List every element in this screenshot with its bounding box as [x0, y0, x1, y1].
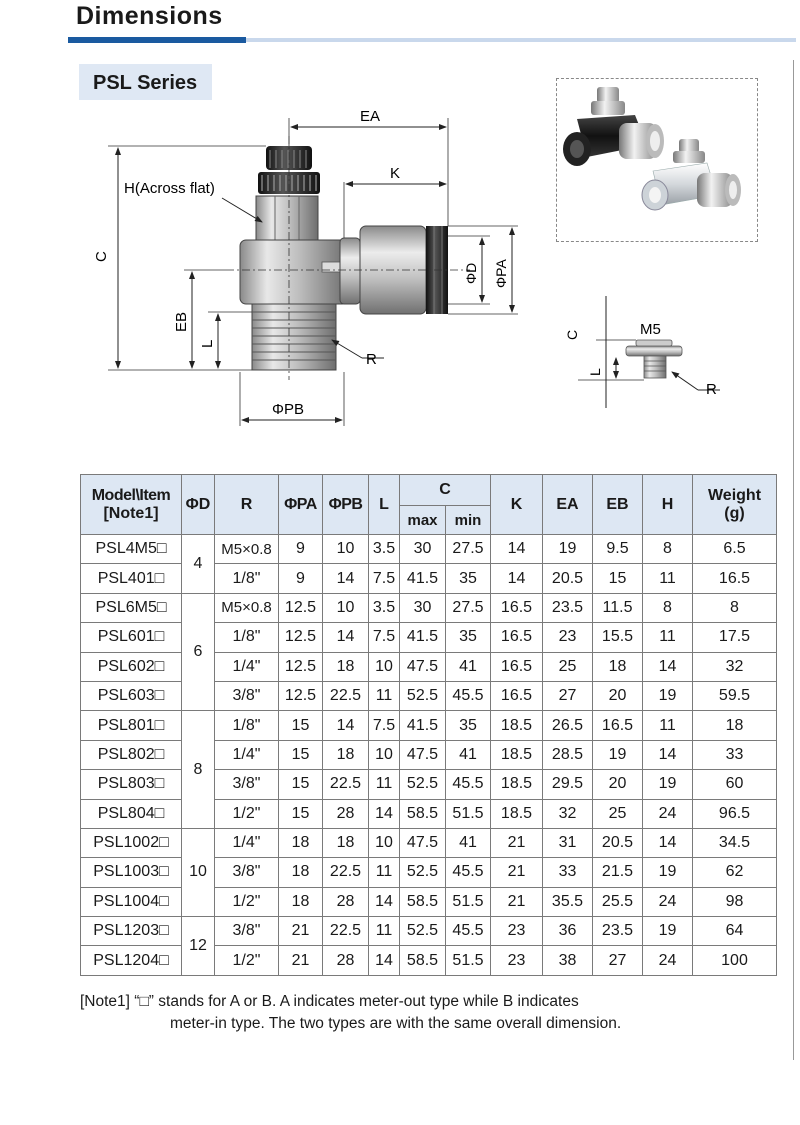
cell-k: 14 — [491, 564, 543, 593]
table-row — [81, 917, 777, 946]
cell-ea: 36 — [543, 917, 593, 946]
cell-phi-pa: 18 — [279, 858, 323, 887]
cell-phi-d: 10 — [182, 828, 215, 916]
cell-h: 14 — [643, 828, 693, 857]
cell-c-min: 45.5 — [446, 858, 491, 887]
cell-eb: 25 — [593, 799, 643, 828]
header-model-note: [Note1] — [103, 504, 159, 522]
cell-c-max: 47.5 — [400, 740, 446, 769]
cell-eb: 15.5 — [593, 623, 643, 652]
cell-model: PSL603□ — [81, 681, 182, 710]
cell-weight: 62 — [693, 858, 777, 887]
cell-phi-pa: 12.5 — [279, 623, 323, 652]
cell-model: PSL602□ — [81, 652, 182, 681]
cell-phi-pa: 15 — [279, 711, 323, 740]
header-c: C — [400, 475, 491, 506]
cell-c-min: 41 — [446, 740, 491, 769]
cell-weight: 60 — [693, 770, 777, 799]
dim-k-label: K — [390, 165, 401, 182]
page-title: Dimensions — [76, 2, 223, 30]
cell-phi-pb: 18 — [323, 652, 369, 681]
cell-h: 8 — [643, 593, 693, 622]
cell-weight: 100 — [693, 946, 777, 975]
cell-h: 11 — [643, 711, 693, 740]
cell-c-max: 30 — [400, 535, 446, 564]
cell-r: 1/2" — [215, 799, 279, 828]
cell-ea: 31 — [543, 828, 593, 857]
cell-c-min: 27.5 — [446, 593, 491, 622]
cell-phi-pa: 21 — [279, 946, 323, 975]
cell-l: 11 — [369, 858, 400, 887]
dim-ea-label: EA — [360, 108, 381, 125]
cell-c-min: 35 — [446, 623, 491, 652]
cell-h: 24 — [643, 946, 693, 975]
cell-ea: 28.5 — [543, 740, 593, 769]
cell-c-min: 51.5 — [446, 799, 491, 828]
cell-phi-pa: 18 — [279, 887, 323, 916]
cell-c-min: 45.5 — [446, 917, 491, 946]
cell-l: 11 — [369, 917, 400, 946]
cell-eb: 11.5 — [593, 593, 643, 622]
cell-k: 21 — [491, 887, 543, 916]
cell-r: 1/8" — [215, 623, 279, 652]
cell-model: PSL1203□ — [81, 917, 182, 946]
cell-c-max: 41.5 — [400, 711, 446, 740]
cell-k: 18.5 — [491, 740, 543, 769]
dim-phi-d-label: ΦD — [463, 262, 479, 284]
header-phi-d: ΦD — [182, 475, 215, 535]
cell-h: 19 — [643, 681, 693, 710]
cell-phi-pa: 18 — [279, 828, 323, 857]
cell-k: 23 — [491, 946, 543, 975]
cell-c-max: 52.5 — [400, 917, 446, 946]
table-row — [81, 593, 777, 622]
cell-phi-pb: 28 — [323, 946, 369, 975]
product-photo-illustration — [557, 79, 757, 241]
cell-r: 1/2" — [215, 946, 279, 975]
cell-c-max: 52.5 — [400, 858, 446, 887]
cell-model: PSL803□ — [81, 770, 182, 799]
header-ea: EA — [543, 475, 593, 535]
cell-eb: 21.5 — [593, 858, 643, 887]
cell-h: 8 — [643, 535, 693, 564]
cell-c-max: 47.5 — [400, 652, 446, 681]
cell-phi-pb: 18 — [323, 740, 369, 769]
cell-l: 7.5 — [369, 564, 400, 593]
cell-phi-pa: 9 — [279, 564, 323, 593]
cell-h: 19 — [643, 770, 693, 799]
cell-ea: 38 — [543, 946, 593, 975]
dim-eb-label: EB — [173, 311, 190, 332]
cell-model: PSL401□ — [81, 564, 182, 593]
cell-eb: 16.5 — [593, 711, 643, 740]
header-model-label: Model\Item — [91, 486, 171, 504]
cell-phi-d: 4 — [182, 535, 215, 594]
header-h: H — [643, 475, 693, 535]
dim-h-label: H(Across flat) — [124, 180, 215, 197]
cell-h: 19 — [643, 917, 693, 946]
cell-weight: 34.5 — [693, 828, 777, 857]
cell-k: 18.5 — [491, 799, 543, 828]
cell-eb: 19 — [593, 740, 643, 769]
cell-h: 14 — [643, 740, 693, 769]
cell-r: 1/4" — [215, 652, 279, 681]
cell-c-max: 47.5 — [400, 828, 446, 857]
cell-phi-pb: 10 — [323, 535, 369, 564]
cell-r: 3/8" — [215, 770, 279, 799]
hex-nut — [256, 196, 318, 240]
cell-ea: 32 — [543, 799, 593, 828]
cell-phi-pa: 12.5 — [279, 681, 323, 710]
cell-phi-pa: 9 — [279, 535, 323, 564]
cell-ea: 23 — [543, 623, 593, 652]
cell-weight: 59.5 — [693, 681, 777, 710]
cell-r: 3/8" — [215, 681, 279, 710]
cell-h: 24 — [643, 887, 693, 916]
cell-weight: 96.5 — [693, 799, 777, 828]
cell-model: PSL1002□ — [81, 828, 182, 857]
cell-phi-pa: 15 — [279, 740, 323, 769]
cell-weight: 8 — [693, 593, 777, 622]
cell-c-min: 27.5 — [446, 535, 491, 564]
cell-h: 19 — [643, 858, 693, 887]
cell-r: 3/8" — [215, 917, 279, 946]
footnote-line-2: meter-in type. The two types are with the same overall dimension. — [170, 1015, 622, 1032]
table-row — [81, 711, 777, 740]
header-weight-label: Weight — [707, 486, 762, 504]
cell-l: 10 — [369, 652, 400, 681]
cell-c-max: 30 — [400, 593, 446, 622]
header-c-max: max — [400, 506, 446, 535]
cell-phi-pb: 22.5 — [323, 917, 369, 946]
cell-model: PSL4M5□ — [81, 535, 182, 564]
cell-phi-d: 8 — [182, 711, 215, 829]
header-phi-pa: ΦPA — [279, 475, 323, 535]
cell-l: 3.5 — [369, 593, 400, 622]
cell-h: 24 — [643, 799, 693, 828]
m5-label: M5 — [640, 321, 661, 338]
cell-eb: 20.5 — [593, 828, 643, 857]
cell-c-max: 52.5 — [400, 770, 446, 799]
header-phi-pb: ΦPB — [323, 475, 369, 535]
cell-h: 11 — [643, 564, 693, 593]
cell-k: 16.5 — [491, 652, 543, 681]
thread-port — [252, 304, 336, 370]
dimension-table — [80, 474, 777, 976]
cell-phi-pb: 14 — [323, 711, 369, 740]
m5-detail-drawing — [578, 296, 720, 408]
cell-l: 14 — [369, 887, 400, 916]
cell-ea: 29.5 — [543, 770, 593, 799]
footnote-line-1: [Note1] “□” stands for A or B. A indicates meter-out type while B indicates — [80, 993, 579, 1010]
cell-r: M5×0.8 — [215, 535, 279, 564]
header-weight-unit: (g) — [724, 504, 745, 522]
cell-k: 16.5 — [491, 623, 543, 652]
header-r: R — [215, 475, 279, 535]
cell-k: 21 — [491, 828, 543, 857]
cell-weight: 16.5 — [693, 564, 777, 593]
cell-k: 18.5 — [491, 711, 543, 740]
header-model — [81, 475, 182, 535]
series-title: PSL Series — [79, 64, 212, 100]
cell-phi-pa: 12.5 — [279, 652, 323, 681]
cell-r: 1/4" — [215, 740, 279, 769]
cell-c-min: 51.5 — [446, 887, 491, 916]
cell-k: 16.5 — [491, 681, 543, 710]
cell-c-min: 35 — [446, 711, 491, 740]
cell-weight: 32 — [693, 652, 777, 681]
cell-ea: 33 — [543, 858, 593, 887]
cell-phi-pb: 22.5 — [323, 681, 369, 710]
cell-c-max: 41.5 — [400, 623, 446, 652]
m5-dim-l-label: L — [587, 368, 603, 376]
cell-phi-pa: 15 — [279, 770, 323, 799]
cell-phi-pb: 14 — [323, 623, 369, 652]
dim-phi-pa-label: ΦPA — [493, 259, 509, 288]
cell-weight: 17.5 — [693, 623, 777, 652]
cell-k: 14 — [491, 535, 543, 564]
cell-phi-d: 12 — [182, 917, 215, 976]
cell-phi-pa: 15 — [279, 799, 323, 828]
cell-r: M5×0.8 — [215, 593, 279, 622]
cell-c-min: 35 — [446, 564, 491, 593]
cell-l: 10 — [369, 828, 400, 857]
dim-r-label: R — [366, 351, 377, 368]
cell-weight: 98 — [693, 887, 777, 916]
cell-model: PSL1204□ — [81, 946, 182, 975]
cell-ea: 23.5 — [543, 593, 593, 622]
cell-eb: 23.5 — [593, 917, 643, 946]
cell-phi-pb: 22.5 — [323, 770, 369, 799]
cell-k: 21 — [491, 858, 543, 887]
cell-ea: 19 — [543, 535, 593, 564]
cell-ea: 25 — [543, 652, 593, 681]
cell-k: 23 — [491, 917, 543, 946]
cell-ea: 27 — [543, 681, 593, 710]
cell-c-max: 58.5 — [400, 887, 446, 916]
cell-ea: 26.5 — [543, 711, 593, 740]
cell-weight: 33 — [693, 740, 777, 769]
cell-eb: 25.5 — [593, 887, 643, 916]
cell-r: 3/8" — [215, 858, 279, 887]
dim-l-label: L — [199, 339, 216, 348]
cell-h: 11 — [643, 623, 693, 652]
cell-eb: 18 — [593, 652, 643, 681]
cell-r: 1/2" — [215, 887, 279, 916]
cell-eb: 20 — [593, 681, 643, 710]
cell-phi-pb: 22.5 — [323, 858, 369, 887]
cell-c-min: 41 — [446, 828, 491, 857]
table-row — [81, 535, 777, 564]
cell-phi-pb: 14 — [323, 564, 369, 593]
cell-k: 18.5 — [491, 770, 543, 799]
cell-r: 1/4" — [215, 828, 279, 857]
dim-c-label: C — [93, 251, 110, 262]
table-footnote — [80, 991, 780, 1035]
cell-model: PSL804□ — [81, 799, 182, 828]
cell-model: PSL802□ — [81, 740, 182, 769]
cell-eb: 9.5 — [593, 535, 643, 564]
product-photo — [556, 78, 758, 242]
cell-phi-pb: 10 — [323, 593, 369, 622]
cell-l: 11 — [369, 681, 400, 710]
cell-phi-pb: 18 — [323, 828, 369, 857]
cell-weight: 6.5 — [693, 535, 777, 564]
cell-l: 7.5 — [369, 711, 400, 740]
cell-phi-pa: 21 — [279, 917, 323, 946]
cell-phi-pb: 28 — [323, 799, 369, 828]
header-k: K — [491, 475, 543, 535]
cell-model: PSL801□ — [81, 711, 182, 740]
cell-model: PSL1003□ — [81, 858, 182, 887]
table-row — [81, 828, 777, 857]
cell-h: 14 — [643, 652, 693, 681]
cell-c-max: 58.5 — [400, 946, 446, 975]
cell-ea: 20.5 — [543, 564, 593, 593]
cell-c-max: 52.5 — [400, 681, 446, 710]
cell-weight: 64 — [693, 917, 777, 946]
cell-c-max: 58.5 — [400, 799, 446, 828]
cell-l: 14 — [369, 799, 400, 828]
cell-k: 16.5 — [491, 593, 543, 622]
cell-model: PSL1004□ — [81, 887, 182, 916]
cell-eb: 20 — [593, 770, 643, 799]
cell-l: 10 — [369, 740, 400, 769]
cell-r: 1/8" — [215, 564, 279, 593]
cell-ea: 35.5 — [543, 887, 593, 916]
cell-l: 3.5 — [369, 535, 400, 564]
cell-c-min: 41 — [446, 652, 491, 681]
cell-c-min: 45.5 — [446, 770, 491, 799]
header-weight — [693, 475, 777, 535]
header-eb: EB — [593, 475, 643, 535]
cell-model: PSL6M5□ — [81, 593, 182, 622]
cell-eb: 15 — [593, 564, 643, 593]
dim-phi-pb-label: ΦPB — [272, 401, 304, 418]
cell-c-min: 45.5 — [446, 681, 491, 710]
cell-c-max: 41.5 — [400, 564, 446, 593]
header-l: L — [369, 475, 400, 535]
cell-phi-pa: 12.5 — [279, 593, 323, 622]
header-c-min: min — [446, 506, 491, 535]
cell-l: 14 — [369, 946, 400, 975]
cell-phi-pb: 28 — [323, 887, 369, 916]
m5-dim-r-label: R — [706, 381, 717, 398]
cell-r: 1/8" — [215, 711, 279, 740]
cell-l: 7.5 — [369, 623, 400, 652]
cell-weight: 18 — [693, 711, 777, 740]
cell-c-min: 51.5 — [446, 946, 491, 975]
cell-model: PSL601□ — [81, 623, 182, 652]
m5-dim-c-label: C — [564, 329, 580, 340]
cell-eb: 27 — [593, 946, 643, 975]
cell-phi-d: 6 — [182, 593, 215, 711]
cell-l: 11 — [369, 770, 400, 799]
